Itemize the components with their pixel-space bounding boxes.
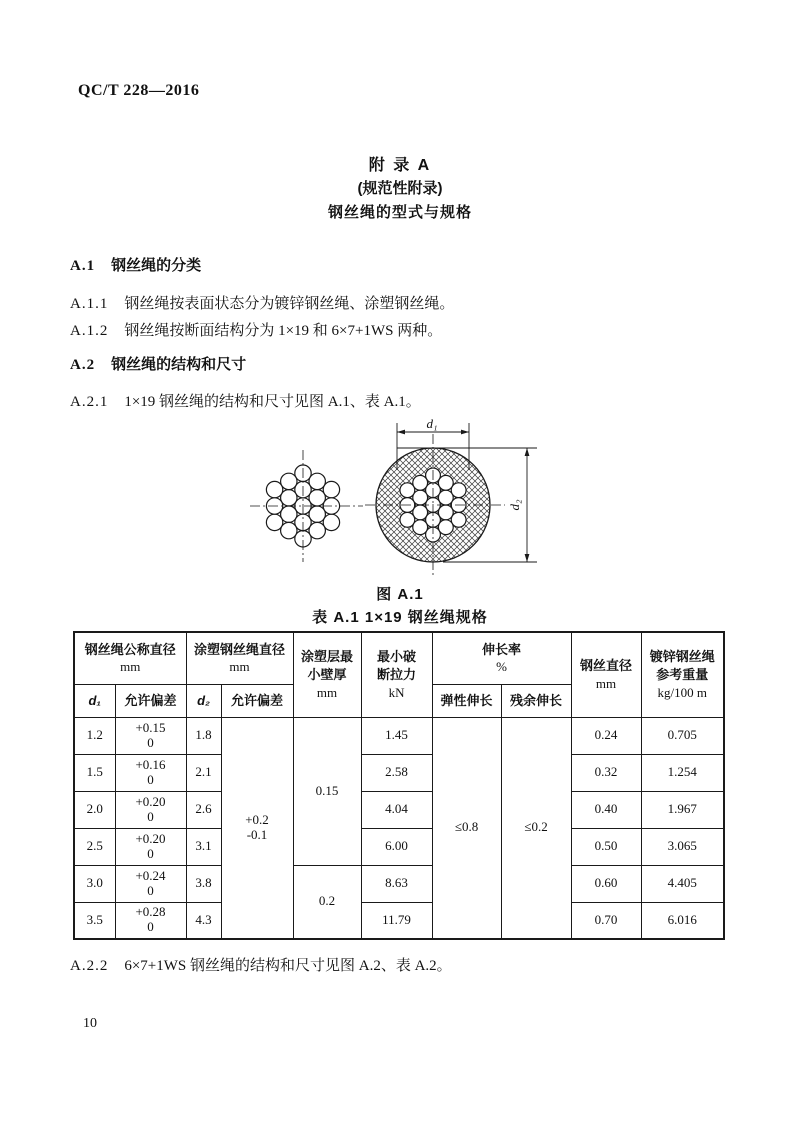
cell-breaking-force: 11.79 (361, 902, 432, 939)
header-text: 最小破 (377, 649, 417, 665)
page-number: 10 (83, 1016, 97, 1031)
paragraph-a22 (70, 954, 452, 975)
header-text: 涂塑层最 (301, 649, 354, 665)
table-row (74, 754, 724, 791)
wire-circle (438, 475, 453, 490)
paragraph-text: 钢丝绳按断面结构分为 1×19 和 6×7+1WS 两种。 (124, 323, 443, 339)
header-text: 钢丝绳公称直径 (84, 641, 176, 657)
subheader-d1-tolerance: 允许偏差 (115, 684, 186, 717)
col-header-wire-diameter (571, 632, 641, 717)
tolerance-lower: 0 (147, 919, 154, 935)
wire-circle (266, 514, 282, 530)
col-header-coated-diameter (186, 632, 293, 684)
cell-breaking-force: 8.63 (361, 865, 432, 902)
cell-breaking-force: 1.45 (361, 717, 432, 754)
appendix-note: (规范性附录) (357, 180, 443, 197)
wire-circle (413, 475, 428, 490)
header-text: 钢丝直径 (580, 658, 633, 674)
cell-wall-thickness-merged: 0.15 (293, 717, 361, 865)
cell-d1: 2.0 (74, 791, 115, 828)
tolerance-upper: +0.16 (135, 756, 166, 772)
tolerance-upper: +0.15 (135, 719, 166, 735)
cell-d1-tolerance (115, 754, 186, 791)
wire-circle (309, 506, 325, 522)
cell-d2: 4.3 (186, 902, 221, 939)
wire-circle (281, 506, 297, 522)
col-header-reference-weight (641, 632, 724, 717)
cell-weight: 4.405 (641, 865, 724, 902)
subheader-elastic-elongation: 弹性伸长 (432, 684, 501, 717)
cell-breaking-force: 2.58 (361, 754, 432, 791)
paragraph-number: A.1.2 (70, 323, 109, 339)
cell-d1: 1.5 (74, 754, 115, 791)
paragraph-a21 (70, 390, 421, 411)
table-row (74, 717, 724, 754)
tolerance-lower: -0.1 (246, 826, 268, 842)
cell-wall-thickness-merged: 0.2 (293, 865, 361, 939)
tolerance-lower: 0 (147, 845, 154, 861)
cell-d2: 3.1 (186, 828, 221, 865)
wire-circle (323, 514, 339, 530)
header-text: 镀锌钢丝绳 (649, 649, 715, 665)
tolerance-lower: 0 (147, 771, 154, 787)
wire-circle (323, 481, 339, 497)
col-header-nominal-diameter (74, 632, 186, 684)
d1-label: d₁ (426, 418, 438, 431)
tolerance-upper: +0.24 (135, 867, 166, 883)
cell-d2: 1.8 (186, 717, 221, 754)
tolerance-upper: +0.20 (135, 830, 166, 846)
header-text: 断拉力 (377, 666, 417, 682)
cell-weight: 1.967 (641, 791, 724, 828)
header-text: 涂塑钢丝绳直径 (194, 641, 286, 657)
wire-circle (438, 520, 453, 535)
section-title: 钢丝绳的分类 (111, 257, 202, 274)
tolerance-upper: +0.28 (135, 904, 166, 920)
paragraph-number: A.1.1 (70, 296, 109, 312)
header-text: 参考重量 (656, 666, 709, 682)
appendix-title: 附 录 A (368, 157, 432, 174)
figure-caption: 图 A.1 (376, 586, 424, 603)
subheader-d1: d₁ (74, 684, 115, 717)
cell-wire-diameter: 0.60 (571, 865, 641, 902)
cell-wire-diameter: 0.40 (571, 791, 641, 828)
paragraph-text: 6×7+1WS 钢丝绳的结构和尺寸见图 A.2、表 A.2。 (124, 958, 452, 974)
header-unit: mm (229, 659, 250, 675)
cell-d1-tolerance (115, 865, 186, 902)
subheader-d2-tolerance: 允许偏差 (221, 684, 293, 717)
wire-circle (309, 473, 325, 489)
cell-residual-elongation-merged: ≤0.2 (501, 717, 571, 939)
tolerance-upper: +0.2 (245, 811, 269, 827)
wire-circle (281, 490, 297, 506)
cell-d1: 3.0 (74, 865, 115, 902)
paragraph-text: 钢丝绳按表面状态分为镀锌钢丝绳、涂塑钢丝绳。 (124, 296, 455, 312)
cell-wire-diameter: 0.70 (571, 902, 641, 939)
header-unit: mm (120, 659, 141, 675)
cell-d1-tolerance (115, 902, 186, 939)
table-row (74, 828, 724, 865)
standard-code: QC/T 228—2016 (78, 82, 200, 99)
cell-d1-tolerance (115, 791, 186, 828)
section-number: A.1 (70, 258, 96, 274)
cell-d1-tolerance (115, 717, 186, 754)
bare-rope-cross-section (250, 450, 363, 562)
cell-d2: 2.6 (186, 791, 221, 828)
table-row (74, 791, 724, 828)
subheader-residual-elongation: 残余伸长 (501, 684, 571, 717)
cell-breaking-force: 6.00 (361, 828, 432, 865)
wire-circle (281, 473, 297, 489)
cell-d2-tolerance-merged (221, 717, 293, 939)
cell-d2: 2.1 (186, 754, 221, 791)
paragraph-a12 (70, 319, 442, 340)
cell-d1: 3.5 (74, 902, 115, 939)
cell-d1: 1.2 (74, 717, 115, 754)
header-unit: mm (316, 684, 338, 700)
tolerance-lower: 0 (147, 734, 154, 750)
spec-table (73, 631, 725, 940)
subheader-d2: d₂ (186, 684, 221, 717)
cell-weight: 3.065 (641, 828, 724, 865)
cell-wire-diameter: 0.32 (571, 754, 641, 791)
wire-circle (266, 481, 282, 497)
wire-circle (413, 520, 428, 535)
cell-d2: 3.8 (186, 865, 221, 902)
paragraph-number: A.2.1 (70, 394, 109, 410)
header-text: 伸长率 (482, 641, 522, 657)
cell-elastic-elongation-merged: ≤0.8 (432, 717, 501, 939)
d2-label: d₂ (507, 499, 522, 511)
paragraph-a11 (70, 292, 454, 313)
tolerance-lower: 0 (147, 882, 154, 898)
cell-breaking-force: 4.04 (361, 791, 432, 828)
tolerance-upper: +0.20 (135, 793, 166, 809)
col-header-wall-thickness (293, 632, 361, 717)
paragraph-number: A.2.2 (70, 958, 109, 974)
table-row (74, 865, 724, 902)
figure-a1-drawing (215, 418, 575, 584)
header-unit: % (496, 659, 507, 675)
cell-wire-diameter: 0.50 (571, 828, 641, 865)
cell-weight: 6.016 (641, 902, 724, 939)
cell-d1-tolerance (115, 828, 186, 865)
section-number: A.2 (70, 357, 96, 373)
section-title: 钢丝绳的结构和尺寸 (111, 356, 247, 373)
table-row (74, 902, 724, 939)
cell-wire-diameter: 0.24 (571, 717, 641, 754)
wire-circle (309, 490, 325, 506)
col-header-elongation (432, 632, 571, 684)
col-header-breaking-force (361, 632, 432, 717)
wire-circle (309, 522, 325, 538)
header-unit: kN (388, 684, 405, 700)
section-heading-a2 (70, 353, 246, 374)
wire-circle (281, 522, 297, 538)
cell-weight: 1.254 (641, 754, 724, 791)
paragraph-text: 1×19 钢丝绳的结构和尺寸见图 A.1、表 A.1。 (124, 394, 421, 410)
appendix-subject: 钢丝绳的型式与规格 (327, 204, 472, 221)
cell-weight: 0.705 (641, 717, 724, 754)
coated-rope-cross-section (365, 434, 505, 576)
section-heading-a1 (70, 254, 201, 275)
cell-d1: 2.5 (74, 828, 115, 865)
tolerance-lower: 0 (147, 808, 154, 824)
table-caption: 表 A.1 1×19 钢丝绳规格 (312, 609, 488, 626)
header-text: 小壁厚 (307, 666, 347, 682)
header-unit: kg/100 m (657, 684, 708, 700)
header-unit: mm (595, 675, 617, 691)
